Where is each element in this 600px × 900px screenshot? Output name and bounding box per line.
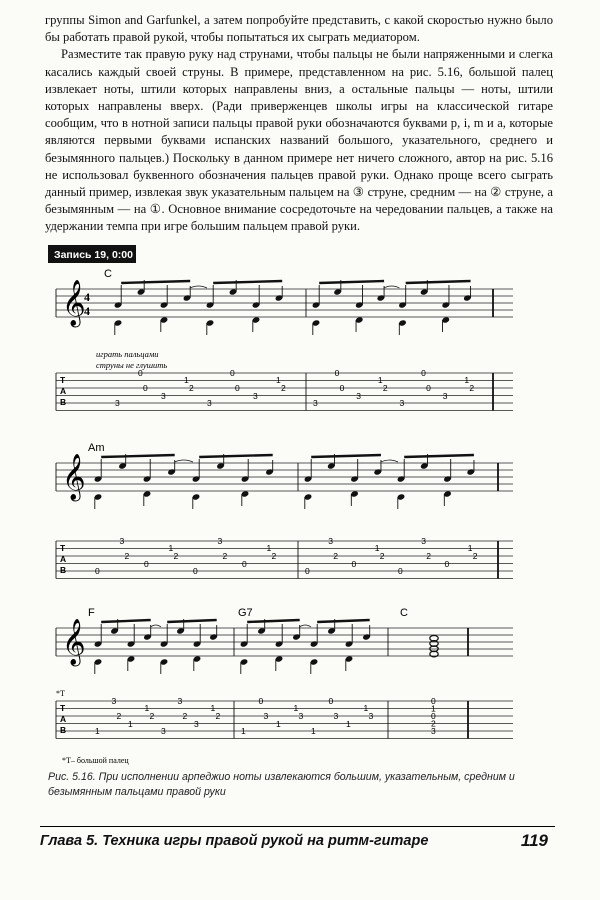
treble-clef-icon: 𝄞 <box>62 280 86 326</box>
tab-letter-t: T <box>60 543 66 553</box>
tab-number: 3 <box>161 391 166 401</box>
tab-number: 2 <box>382 383 388 393</box>
tab-number: 2 <box>189 383 194 393</box>
tab-number: 0 <box>305 566 310 576</box>
tab-number: 3 <box>194 719 199 729</box>
tab-number: 1 <box>144 703 150 713</box>
tab-number: 0 <box>328 696 334 706</box>
tab-number: 3 <box>161 726 166 736</box>
tab-number: 1 <box>346 719 351 729</box>
chord-symbol: C <box>104 268 112 280</box>
tab-number: 1 <box>184 375 189 385</box>
beam <box>167 620 217 622</box>
beam <box>199 455 273 457</box>
tab-number: 3 <box>368 711 374 721</box>
tab-number: 3 <box>207 398 212 408</box>
tie <box>300 625 312 627</box>
tab-number: 2 <box>222 551 228 561</box>
page-number: 119 <box>520 831 548 850</box>
tab-number: 1 <box>467 543 473 553</box>
beam <box>121 281 190 283</box>
tie <box>381 460 398 462</box>
body-text <box>45 12 553 236</box>
chord-symbol: F <box>88 607 95 619</box>
tab-letter-a: A <box>60 386 67 396</box>
instruction-line-1: играть пальцами <box>96 349 159 359</box>
record-label: Запись 19, 0:00 <box>54 249 133 261</box>
tab-number: 1 <box>128 719 133 729</box>
beam <box>319 281 384 283</box>
tab-number: 3 <box>356 391 361 401</box>
tab-number: 0 <box>95 566 100 576</box>
chord-symbol: Am <box>88 442 105 454</box>
tie <box>384 286 400 288</box>
tab-number: 3 <box>111 696 117 706</box>
tab-number: 0 <box>230 368 235 378</box>
tie <box>175 460 194 462</box>
tab-number: 2 <box>379 551 385 561</box>
tab-number: 3 <box>115 398 120 408</box>
tab-number: 1 <box>168 543 174 553</box>
thumb-mark: *T <box>56 689 65 698</box>
tab-letter-a: A <box>60 554 67 564</box>
tab-number: 1 <box>95 726 100 736</box>
tab-number: 3 <box>328 536 333 546</box>
beam <box>213 281 282 283</box>
paragraph-2: Разместите так правую руку над струнами, чтобы пальцы не были напряженными и слегка касались каждый своей струны. В примере, представленном на рис. 5.16, большой палец извлекает ноты, штили которых направлены вниз, а остальные пальцы — ноты, штили которых направлены вверх. (Ради приверженцев школы игры на классической гитаре сообщим, что в нотной записи пальцы правой руки обозначаются буквами p, i, m и a, которые являются первыми буквами испанских названий большого, указательного, среднего и безымянного пальцев.) Поскольку в данном примере нет ничего сложного, автор на рис. 5.16 не использовал буквенного обозначения пальцев правой руки. Однако проще всего сыграть данный пример, извлекая звук указательным пальцем на ③ струне, средним — на ② струне, а безымянным — на ①. Основное внимание сосредоточьте на чередовании пальцев, а также на удержании темпа при игре большим пальцем правой руки. <box>45 47 553 234</box>
tab-letter-b: B <box>60 397 67 407</box>
tab-number: 3 <box>263 711 269 721</box>
tab-number: 0 <box>143 383 148 393</box>
tab-number: 0 <box>398 566 403 576</box>
tab-number: 2 <box>431 718 436 729</box>
tab-number: 0 <box>351 559 357 569</box>
tab-number: 0 <box>242 559 247 569</box>
tab-number: 1 <box>374 543 380 553</box>
chord-symbol: C <box>400 607 408 619</box>
paragraph-1: группы Simon and Garfunkel, а затем попробуйте представить, с какой скоростью нужно было бы работать правой рукой, чтобы попытаться их сыграть медиатором. <box>45 13 553 45</box>
tab-number: 0 <box>138 368 143 378</box>
tab-number: 3 <box>431 726 436 736</box>
tab-letter-t: T <box>60 375 66 385</box>
tab-number: 1 <box>276 719 281 729</box>
tab-number: 2 <box>116 711 122 721</box>
tab-number: 2 <box>149 711 155 721</box>
tab-number: 0 <box>193 566 198 576</box>
tab-number: 0 <box>431 711 436 721</box>
tie <box>151 625 162 627</box>
tab-number: 1 <box>363 703 369 713</box>
tab-number: 2 <box>124 551 130 561</box>
tab-number: 3 <box>442 391 448 401</box>
tab-letter-b: B <box>60 725 67 735</box>
tab-number: 2 <box>333 551 338 561</box>
figure-caption: Рис. 5.16. При исполнении арпеджио ноты извлекаются большим, указательным, средним и безымянным пальцами правой руки <box>48 771 515 798</box>
footer-chapter-title: Глава 5. Техника игры правой рукой на ритм-гитаре <box>40 833 429 849</box>
beam <box>406 281 471 283</box>
thumb-footnote: *T– большой палец <box>62 756 129 765</box>
music-figure <box>48 243 518 768</box>
tab-number: 1 <box>464 375 470 385</box>
tab-number: 0 <box>235 383 240 393</box>
tab-letter-a: A <box>60 714 67 724</box>
tab-number: 0 <box>426 383 431 393</box>
tab-number: 0 <box>444 559 450 569</box>
tab-number: 3 <box>313 398 318 408</box>
tab-number: 3 <box>217 536 223 546</box>
tab-number: 3 <box>399 398 405 408</box>
treble-clef-icon: 𝄞 <box>62 619 86 665</box>
beam <box>101 620 151 622</box>
tab-number: 0 <box>339 383 345 393</box>
tab-number: 3 <box>119 536 125 546</box>
tab-number: 2 <box>271 551 277 561</box>
tab-number: 1 <box>241 726 246 736</box>
tab-number: 1 <box>311 726 316 736</box>
time-sig-bottom: 4 <box>84 304 90 318</box>
treble-clef-icon: 𝄞 <box>62 454 86 500</box>
tab-letter-t: T <box>60 703 66 713</box>
beam <box>247 620 300 622</box>
tab-number: 1 <box>276 375 281 385</box>
tab-number: 0 <box>334 368 340 378</box>
tab-number: 2 <box>182 711 188 721</box>
tab-number: 1 <box>210 703 216 713</box>
tab-number: 0 <box>144 559 149 569</box>
tab-number: 1 <box>266 543 272 553</box>
tab-number: 1 <box>377 375 383 385</box>
instruction-line-2: струны не глушить <box>96 360 168 370</box>
tab-number: 0 <box>431 696 436 706</box>
time-sig-top: 4 <box>84 290 90 304</box>
chord-symbol: G7 <box>238 607 253 619</box>
tab-number: 0 <box>421 368 426 378</box>
tab-number: 2 <box>469 383 475 393</box>
tab-number: 0 <box>258 696 264 706</box>
tab-number: 2 <box>472 551 478 561</box>
beam <box>311 455 381 457</box>
tab-number: 2 <box>173 551 179 561</box>
tab-number: 1 <box>431 703 436 714</box>
tab-letter-b: B <box>60 565 67 575</box>
tab-number: 2 <box>215 711 221 721</box>
score-svg <box>48 243 518 768</box>
tab-number: 2 <box>281 383 286 393</box>
tab-number: 2 <box>426 551 431 561</box>
beam <box>317 620 370 622</box>
tab-number: 3 <box>298 711 304 721</box>
tab-number: 3 <box>253 391 258 401</box>
tab-number: 3 <box>177 696 183 706</box>
tie <box>190 286 207 288</box>
tab-number: 3 <box>333 711 339 721</box>
beam <box>404 455 474 457</box>
footer-rule <box>40 826 555 827</box>
tab-number: 3 <box>421 536 426 546</box>
beam <box>101 455 175 457</box>
tab-number: 1 <box>293 703 299 713</box>
